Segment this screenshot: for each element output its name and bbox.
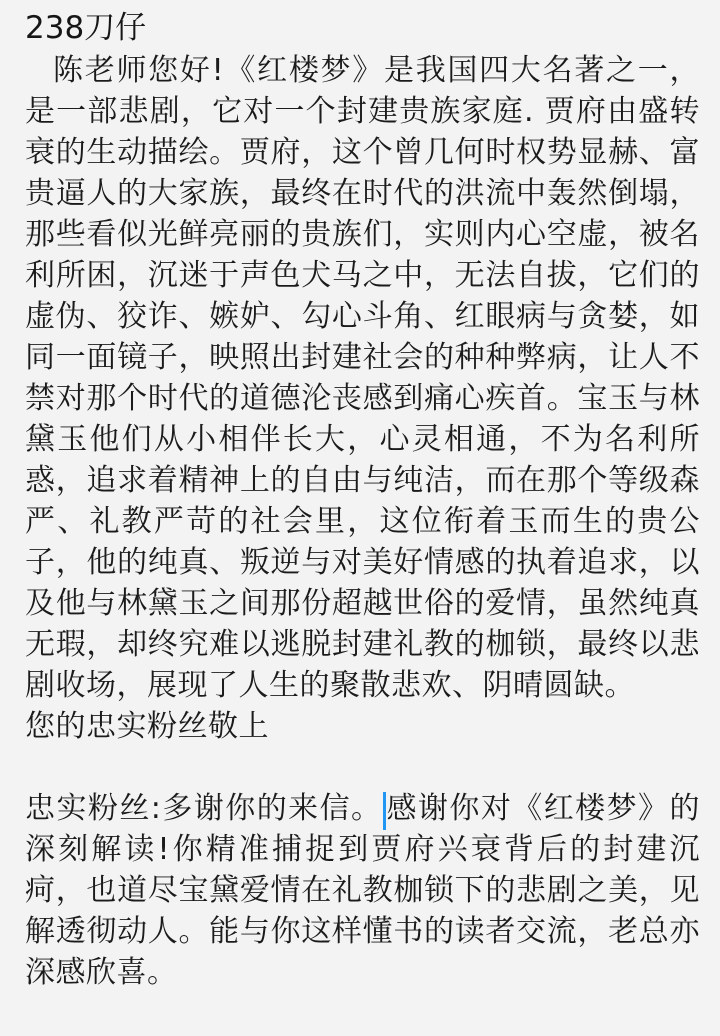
page-title: 238刀仔	[25, 10, 147, 46]
reply-paragraph[interactable]	[25, 788, 700, 993]
letter-signature-line[interactable]: 您的忠实粉丝敬上	[25, 709, 269, 744]
letter-body-paragraph[interactable]: 陈老师您好!《红楼梦》是我国四大名著之一，是一部悲剧，它对一个封建贵族家庭. 贾府由盛转衰的生动描绘。贾府，这个曾几何时权势显赫、富贵逼人的大家族，最终在时代的洪流中轰然倒塌，那些看似光鲜亮丽的贵族们，实则内心空虚，被名利所困，沉迷于声色犬马之中，无法自拔，它们的虚伪、狡诈、嫉妒、勾心斗角、红眼病与贪婪，如同一面镜子，映照出封建社会的种种弊病，让人不禁对那个时代的道德沦丧感到痛心疾首。宝玉与林黛玉他们从小相伴长大，心灵相通，不为名利所惑，追求着精神上的自由与纯洁，而在那个等级森严、礼教严苛的社会里，这位衔着玉而生的贵公子，他的纯真、叛逆与对美好情感的执着追求，以及他与林黛玉之间那份超越世俗的爱情，虽然纯真无瑕，却终究难以逃脱封建礼教的枷锁，最终以悲剧收场，展现了人生的聚散悲欢、阴晴圆缺。	[25, 53, 700, 703]
reply-text-after-cursor: 感谢你对《红楼梦》的深刻解读!你精准捕捉到贾府兴衰背后的封建沉疴，也道尽宝黛爱情在礼教枷锁下的悲剧之美，见解透彻动人。能与你这样懂书的读者交流，老总亦深感欣喜。	[25, 791, 701, 990]
reply-text-before-cursor: 忠实粉丝:多谢你的来信。	[25, 791, 383, 826]
